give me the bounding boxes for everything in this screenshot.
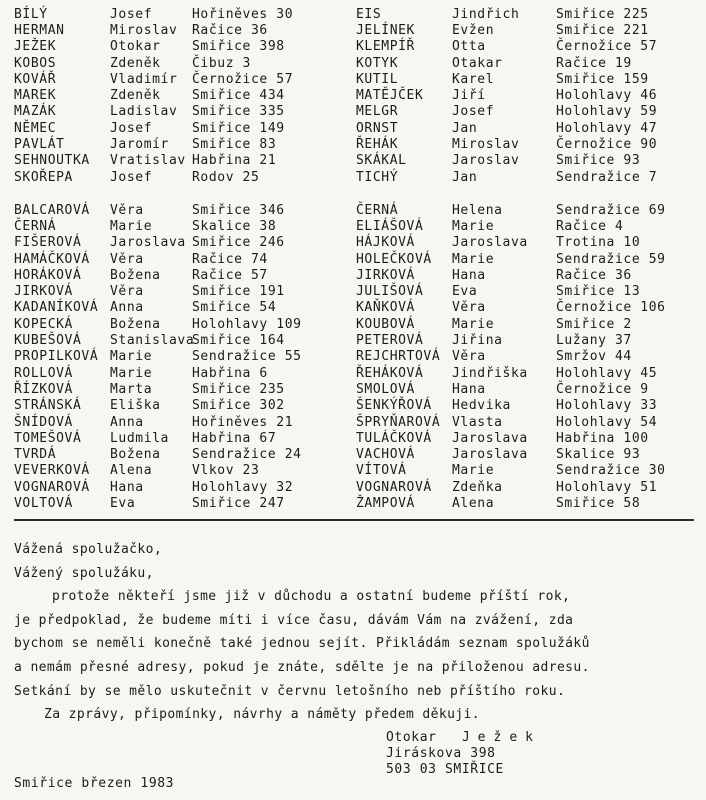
list-row bbox=[14, 414, 704, 430]
left-first-name: Anna bbox=[110, 414, 144, 430]
right-first-name: Jaroslava bbox=[452, 430, 528, 446]
left-first-name: Anna bbox=[110, 300, 144, 316]
right-first-name: Věra bbox=[452, 300, 486, 316]
right-surname: REJCHRTOVÁ bbox=[356, 349, 441, 365]
left-first-name: Božena bbox=[110, 316, 161, 332]
left-surname: JIRKOVÁ bbox=[14, 284, 73, 300]
list-row bbox=[14, 267, 704, 283]
left-address: Holohlavy 32 bbox=[192, 479, 294, 495]
left-first-name: Božena bbox=[110, 447, 161, 463]
list-row bbox=[14, 463, 704, 479]
right-surname: KUTIL bbox=[356, 71, 399, 87]
left-address: Smiřice 149 bbox=[192, 120, 285, 136]
right-first-name: Josef bbox=[452, 104, 495, 120]
letter-line-1: protože někteří jsme již v důchodu a ostatní budeme příští rok, bbox=[52, 589, 571, 605]
right-surname: SKÁKAL bbox=[356, 153, 407, 169]
right-first-name: Jaroslava bbox=[452, 447, 528, 463]
right-first-name: Hana bbox=[452, 381, 486, 397]
left-first-name: Zdeněk bbox=[110, 88, 161, 104]
left-address: Smiřice 164 bbox=[192, 333, 285, 349]
left-first-name: Marie bbox=[110, 349, 153, 365]
right-surname: MATĚJČEK bbox=[356, 88, 424, 104]
right-surname: ŘEHÁK bbox=[356, 137, 399, 153]
list-row bbox=[14, 381, 704, 397]
left-address: Skalice 38 bbox=[192, 218, 277, 234]
left-surname: BÍLÝ bbox=[14, 6, 48, 22]
left-address: Smiřice 235 bbox=[192, 381, 285, 397]
right-address: Smiřice 58 bbox=[556, 495, 641, 511]
signature-block bbox=[386, 730, 541, 778]
right-surname: JELÍNEK bbox=[356, 22, 415, 38]
left-first-name: Vratislav bbox=[110, 153, 186, 169]
left-surname: ŘÍZKOVÁ bbox=[14, 381, 73, 397]
left-first-name: Josef bbox=[110, 6, 153, 22]
right-surname: ŠENKÝŘOVÁ bbox=[356, 398, 432, 414]
list-row bbox=[14, 104, 704, 120]
right-first-name: Hana bbox=[452, 267, 486, 283]
right-surname: HÁJKOVÁ bbox=[356, 235, 415, 251]
right-first-name: Karel bbox=[452, 71, 495, 87]
right-first-name: Jiří bbox=[452, 88, 486, 104]
left-address: Smiřice 54 bbox=[192, 300, 277, 316]
left-address: Smiřice 346 bbox=[192, 202, 285, 218]
right-surname: JIRKOVÁ bbox=[356, 267, 415, 283]
left-address: Čibuz 3 bbox=[192, 55, 251, 71]
right-address: Holohlavy 45 bbox=[556, 365, 658, 381]
left-surname: KUBEŠOVÁ bbox=[14, 333, 82, 349]
left-address: Vlkov 23 bbox=[192, 463, 260, 479]
men-classmate-list bbox=[14, 6, 704, 185]
right-address: Račice 4 bbox=[556, 218, 624, 234]
right-surname: KAŇKOVÁ bbox=[356, 300, 415, 316]
letter-line-5: Setkání by se mělo uskutečnit v červnu letošního neb příštího roku. bbox=[14, 683, 566, 699]
left-address: Hořiněves 30 bbox=[192, 6, 294, 22]
right-address: Smiřice 2 bbox=[556, 316, 632, 332]
right-surname: SMOLOVÁ bbox=[356, 381, 415, 397]
right-first-name: Marie bbox=[452, 251, 495, 267]
right-first-name: Miroslav bbox=[452, 137, 520, 153]
left-first-name: Věra bbox=[110, 202, 144, 218]
left-surname: ČERNÁ bbox=[14, 218, 57, 234]
signature-street: Jiráskova 398 bbox=[386, 746, 496, 761]
right-address: Sendražice 69 bbox=[556, 202, 666, 218]
list-row bbox=[14, 235, 704, 251]
left-surname: NĚMEC bbox=[14, 120, 57, 136]
list-row bbox=[14, 153, 704, 169]
right-first-name: Jan bbox=[452, 169, 478, 185]
signature-first-name: Otokar bbox=[386, 730, 437, 745]
left-surname: SKOŘEPA bbox=[14, 169, 73, 185]
right-address: Trotina 10 bbox=[556, 235, 641, 251]
left-address: Smiřice 335 bbox=[192, 104, 285, 120]
list-row bbox=[14, 365, 704, 381]
right-surname: KOUBOVÁ bbox=[356, 316, 415, 332]
right-address: Račice 19 bbox=[556, 55, 632, 71]
right-surname: KOTYK bbox=[356, 55, 399, 71]
list-row bbox=[14, 430, 704, 446]
left-surname: MAZÁK bbox=[14, 104, 57, 120]
right-first-name: Alena bbox=[452, 495, 495, 511]
right-address: Sendražice 30 bbox=[556, 463, 666, 479]
letter-line-3: bychom se neměli konečně také jednou sejít. Přikládám seznam spolužáků bbox=[14, 636, 590, 652]
left-surname: FIŠEROVÁ bbox=[14, 235, 82, 251]
left-first-name: Marta bbox=[110, 381, 153, 397]
left-address: Habřina 6 bbox=[192, 365, 268, 381]
right-address: Smiřice 159 bbox=[556, 71, 649, 87]
list-row bbox=[14, 495, 704, 511]
left-surname: KADANÍKOVÁ bbox=[14, 300, 99, 316]
right-address: Holohlavy 46 bbox=[556, 88, 658, 104]
right-address: Holohlavy 51 bbox=[556, 479, 658, 495]
left-address: Smiřice 302 bbox=[192, 398, 285, 414]
list-row bbox=[14, 218, 704, 234]
list-row bbox=[14, 251, 704, 267]
right-first-name: Marie bbox=[452, 316, 495, 332]
left-address: Habřina 67 bbox=[192, 430, 277, 446]
right-first-name: Zdeňka bbox=[452, 479, 503, 495]
right-address: Černožice 90 bbox=[556, 137, 658, 153]
right-surname: TULÁČKOVÁ bbox=[356, 430, 432, 446]
left-address: Smiřice 191 bbox=[192, 284, 285, 300]
left-first-name: Miroslav bbox=[110, 22, 178, 38]
list-row bbox=[14, 6, 704, 22]
left-first-name: Josef bbox=[110, 120, 153, 136]
left-surname: BALCAROVÁ bbox=[14, 202, 90, 218]
left-address: Černožice 57 bbox=[192, 71, 294, 87]
right-address: Smiřice 13 bbox=[556, 284, 641, 300]
left-first-name: Stanislava bbox=[110, 333, 195, 349]
left-first-name: Marie bbox=[110, 365, 153, 381]
right-first-name: Jan bbox=[452, 120, 478, 136]
right-first-name: Marie bbox=[452, 463, 495, 479]
right-address: Holohlavy 54 bbox=[556, 414, 658, 430]
right-surname: ŽAMPOVÁ bbox=[356, 495, 415, 511]
left-first-name: Alena bbox=[110, 463, 153, 479]
left-address: Hořiněves 21 bbox=[192, 414, 294, 430]
right-surname: KLEMPÍŘ bbox=[356, 39, 415, 55]
left-surname: KOBOS bbox=[14, 55, 57, 71]
left-first-name: Ladislav bbox=[110, 104, 178, 120]
list-row bbox=[14, 55, 704, 71]
right-address: Černožice 106 bbox=[556, 300, 666, 316]
right-surname: ČERNÁ bbox=[356, 202, 399, 218]
right-address: Skalice 93 bbox=[556, 447, 641, 463]
left-surname: PROPILKOVÁ bbox=[14, 349, 99, 365]
women-classmate-list bbox=[14, 202, 704, 512]
right-first-name: Hedvika bbox=[452, 398, 511, 414]
list-row bbox=[14, 22, 704, 38]
left-address: Smiřice 434 bbox=[192, 88, 285, 104]
right-first-name: Jindřich bbox=[452, 6, 520, 22]
list-row bbox=[14, 71, 704, 87]
left-surname: HERMAN bbox=[14, 22, 65, 38]
right-first-name: Evžen bbox=[452, 22, 495, 38]
left-first-name: Eliška bbox=[110, 398, 161, 414]
list-row bbox=[14, 87, 704, 103]
left-first-name: Vladimír bbox=[110, 71, 178, 87]
right-first-name: Helena bbox=[452, 202, 503, 218]
right-first-name: Jindřiška bbox=[452, 365, 528, 381]
right-address: Smiřice 225 bbox=[556, 6, 649, 22]
letter-line-2: je předpoklad, že budeme míti i více času, dávám Vám na zvážení, zda bbox=[14, 612, 574, 628]
place-and-date: Smiřice březen 1983 bbox=[14, 776, 175, 791]
left-address: Račice 36 bbox=[192, 22, 268, 38]
left-first-name: Jaromír bbox=[110, 137, 169, 153]
list-row bbox=[14, 136, 704, 152]
left-surname: VOLTOVÁ bbox=[14, 495, 73, 511]
left-first-name: Eva bbox=[110, 495, 136, 511]
left-first-name: Hana bbox=[110, 479, 144, 495]
right-address: Sendražice 59 bbox=[556, 251, 666, 267]
right-first-name: Otta bbox=[452, 39, 486, 55]
left-first-name: Zdeněk bbox=[110, 55, 161, 71]
right-address: Sendražice 7 bbox=[556, 169, 658, 185]
right-first-name: Věra bbox=[452, 349, 486, 365]
left-first-name: Ludmila bbox=[110, 430, 169, 446]
right-address: Černožice 9 bbox=[556, 381, 649, 397]
right-address: Holohlavy 59 bbox=[556, 104, 658, 120]
right-surname: MELGR bbox=[356, 104, 399, 120]
signature-last-name: Ježek bbox=[461, 730, 541, 745]
right-address: Smiřice 221 bbox=[556, 22, 649, 38]
left-address: Račice 74 bbox=[192, 251, 268, 267]
list-row bbox=[14, 349, 704, 365]
right-first-name: Eva bbox=[452, 284, 478, 300]
right-surname: VÍTOVÁ bbox=[356, 463, 407, 479]
left-address: Holohlavy 109 bbox=[192, 316, 302, 332]
letter-line-4: a nemám přesné adresy, pokud je znáte, sdělte je na přiloženou adresu. bbox=[14, 659, 590, 675]
right-address: Habřina 100 bbox=[556, 430, 649, 446]
letter-thanks: Za zprávy, připomínky, návrhy a náměty předem děkuji. bbox=[44, 707, 481, 723]
right-address: Smiřice 93 bbox=[556, 153, 641, 169]
signature-city: 503 03 SMIŘICE bbox=[386, 762, 504, 777]
left-first-name: Marie bbox=[110, 218, 153, 234]
left-surname: VEVERKOVÁ bbox=[14, 463, 90, 479]
right-address: Holohlavy 33 bbox=[556, 398, 658, 414]
left-address: Smiřice 83 bbox=[192, 137, 277, 153]
left-surname: VOGNAROVÁ bbox=[14, 479, 90, 495]
right-surname: TICHÝ bbox=[356, 169, 399, 185]
right-first-name: Otakar bbox=[452, 55, 503, 71]
left-address: Sendražice 24 bbox=[192, 447, 302, 463]
right-surname: ELIÁŠOVÁ bbox=[356, 218, 424, 234]
left-surname: ŠNÍDOVÁ bbox=[14, 414, 73, 430]
list-row bbox=[14, 316, 704, 332]
section-divider bbox=[14, 519, 694, 521]
left-surname: HORÁKOVÁ bbox=[14, 267, 82, 283]
left-surname: KOPECKÁ bbox=[14, 316, 73, 332]
left-first-name: Božena bbox=[110, 267, 161, 283]
greeting-male: Vážený spolužáku, bbox=[14, 565, 154, 581]
left-surname: TVRDÁ bbox=[14, 447, 57, 463]
list-row bbox=[14, 479, 704, 495]
right-address: Černožice 57 bbox=[556, 39, 658, 55]
right-first-name: Jaroslava bbox=[452, 235, 528, 251]
right-surname: ŠPRYŇAROVÁ bbox=[356, 414, 441, 430]
right-surname: VACHOVÁ bbox=[356, 447, 415, 463]
left-first-name: Jaroslava bbox=[110, 235, 186, 251]
left-first-name: Otokar bbox=[110, 39, 161, 55]
left-address: Smiřice 246 bbox=[192, 235, 285, 251]
list-row bbox=[14, 120, 704, 136]
left-surname: MAREK bbox=[14, 88, 57, 104]
right-surname: EIS bbox=[356, 6, 382, 22]
left-first-name: Věra bbox=[110, 251, 144, 267]
left-surname: STRÁNSKÁ bbox=[14, 398, 82, 414]
right-address: Lužany 37 bbox=[556, 333, 632, 349]
list-row bbox=[14, 39, 704, 55]
right-address: Holohlavy 47 bbox=[556, 120, 658, 136]
right-first-name: Jaroslav bbox=[452, 153, 520, 169]
right-surname: PETEROVÁ bbox=[356, 333, 424, 349]
right-surname: HOLEČKOVÁ bbox=[356, 251, 432, 267]
left-first-name: Josef bbox=[110, 169, 153, 185]
left-address: Habřina 21 bbox=[192, 153, 277, 169]
left-surname: TOMEŠOVÁ bbox=[14, 430, 82, 446]
left-address: Račice 57 bbox=[192, 267, 268, 283]
right-first-name: Marie bbox=[452, 218, 495, 234]
left-address: Smiřice 398 bbox=[192, 39, 285, 55]
letter-body bbox=[14, 538, 704, 727]
list-row bbox=[14, 283, 704, 299]
list-row bbox=[14, 446, 704, 462]
left-surname: JEŽEK bbox=[14, 39, 57, 55]
list-row bbox=[14, 300, 704, 316]
list-row bbox=[14, 398, 704, 414]
left-surname: KOVÁŘ bbox=[14, 71, 57, 87]
left-address: Rodov 25 bbox=[192, 169, 260, 185]
right-surname: ORNST bbox=[356, 120, 399, 136]
greeting-female: Vážená spolužačko, bbox=[14, 542, 163, 557]
left-address: Sendražice 55 bbox=[192, 349, 302, 365]
left-first-name: Věra bbox=[110, 284, 144, 300]
right-address: Račice 36 bbox=[556, 267, 632, 283]
right-first-name: Vlasta bbox=[452, 414, 503, 430]
right-surname: VOGNAROVÁ bbox=[356, 479, 432, 495]
left-surname: HAMÁČKOVÁ bbox=[14, 251, 90, 267]
left-surname: ROLLOVÁ bbox=[14, 365, 73, 381]
left-surname: PAVLÁT bbox=[14, 137, 65, 153]
list-row bbox=[14, 332, 704, 348]
left-surname: SEHNOUTKA bbox=[14, 153, 90, 169]
right-surname: ŘEHÁKOVÁ bbox=[356, 365, 424, 381]
right-first-name: Jiřina bbox=[452, 333, 503, 349]
right-address: Smržov 44 bbox=[556, 349, 632, 365]
list-row bbox=[14, 169, 704, 185]
list-row bbox=[14, 202, 704, 218]
left-address: Smiřice 247 bbox=[192, 495, 285, 511]
right-surname: JULIŠOVÁ bbox=[356, 284, 424, 300]
